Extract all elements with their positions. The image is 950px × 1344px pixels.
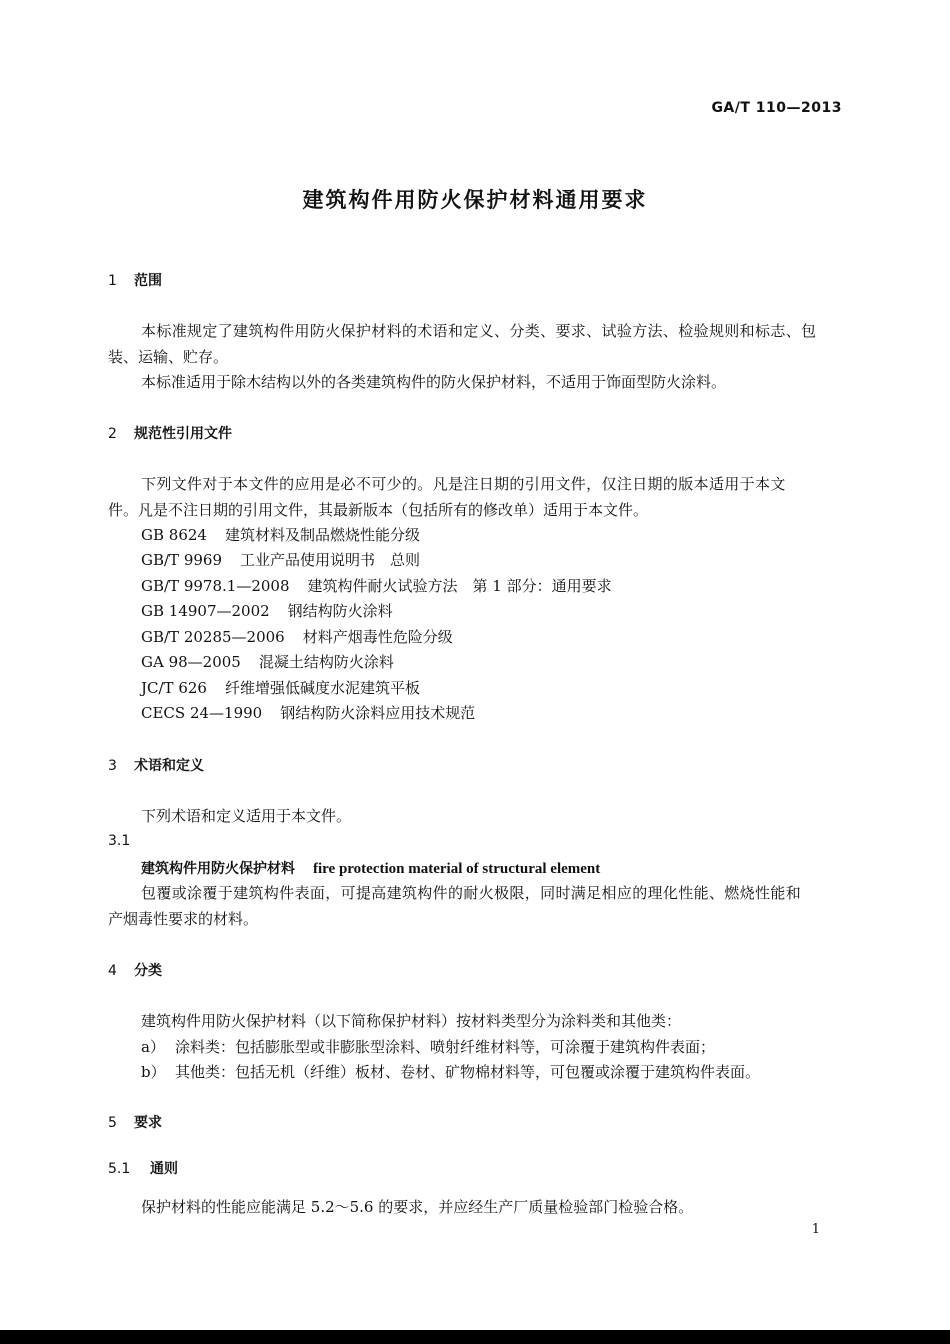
section-title: 规范性引用文件 <box>134 426 232 442</box>
reference-title: 建筑材料及制品燃烧性能分级 <box>224 526 420 544</box>
section-3-heading <box>108 755 204 777</box>
section-title: 分类 <box>134 963 162 979</box>
section-title: 术语和定义 <box>134 758 204 774</box>
reference-title: 混凝土结构防火涂料 <box>258 653 394 671</box>
reference-item <box>141 600 393 622</box>
subsection-5-1-heading <box>108 1158 178 1180</box>
section-1-heading <box>108 270 162 292</box>
reference-item <box>141 575 612 597</box>
section-number: 1 <box>108 273 117 289</box>
reference-item <box>141 524 420 546</box>
reference-item <box>141 651 394 673</box>
paragraph-line: 本标准规定了建筑构件用防火保护材料的术语和定义、分类、要求、试验方法、检验规则和标志、包 <box>141 322 817 340</box>
section-number: 3 <box>108 758 117 774</box>
paragraph-line: 建筑构件用防火保护材料（以下简称保护材料）按材料类型分为涂料类和其他类： <box>141 1012 682 1030</box>
reference-title: 工业产品使用说明书 总则 <box>240 551 421 569</box>
list-marker: a） <box>141 1038 165 1056</box>
standard-code: GA/T 110—2013 <box>711 100 842 116</box>
term-number: 3.1 <box>108 833 131 849</box>
list-item <box>141 1061 760 1083</box>
list-marker: b） <box>141 1063 166 1081</box>
reference-code: GB/T 9969 <box>141 551 223 569</box>
reference-item <box>141 549 420 571</box>
paragraph-line: 装、运输、贮存。 <box>108 348 229 366</box>
section-5-heading <box>108 1112 162 1134</box>
reference-code: GB/T 9978.1—2008 <box>141 577 290 595</box>
reference-title: 建筑构件耐火试验方法 第 1 部分：通用要求 <box>307 577 612 595</box>
reference-code: GB/T 20285—2006 <box>141 628 285 646</box>
section-2-heading <box>108 423 232 445</box>
reference-item <box>141 677 420 699</box>
subsection-title: 通则 <box>150 1161 178 1177</box>
term-entry <box>141 857 600 880</box>
reference-title: 纤维增强低碱度水泥建筑平板 <box>224 679 420 697</box>
paragraph-line: 下列文件对于本文件的应用是必不可少的。凡是注日期的引用文件，仅注日期的版本适用于本文 <box>141 475 786 493</box>
reference-code: JC/T 626 <box>141 679 207 697</box>
term-chinese: 建筑构件用防火保护材料 <box>141 861 295 877</box>
section-title: 范围 <box>134 273 162 289</box>
subsection-number: 5.1 <box>108 1161 131 1177</box>
document-title: 建筑构件用防火保护材料通用要求 <box>302 188 648 212</box>
reference-code: GB 14907—2002 <box>141 602 270 620</box>
list-text: 涂料类：包括膨胀型或非膨胀型涂料、喷射纤维材料等，可涂覆于建筑构件表面； <box>175 1038 716 1056</box>
paragraph-line: 下列术语和定义适用于本文件。 <box>141 807 352 825</box>
page-number: 1 <box>811 1222 820 1237</box>
list-item <box>141 1036 715 1058</box>
term-english: fire protection material of structural element <box>313 861 601 877</box>
reference-code: GB 8624 <box>141 526 207 544</box>
reference-code: GA 98—2005 <box>141 653 241 671</box>
section-number: 5 <box>108 1115 117 1131</box>
paragraph-line: 包覆或涂覆于建筑构件表面，可提高建筑构件的耐火极限，同时满足相应的理化性能、燃烧性能和 <box>141 884 802 902</box>
reference-item <box>141 626 453 648</box>
paragraph-line: 保护材料的性能应能满足 5.2～5.6 的要求，并应经生产厂质量检验部门检验合格。 <box>141 1198 694 1216</box>
reference-title: 材料产烟毒性危险分级 <box>302 628 453 646</box>
reference-title: 钢结构防火涂料应用技术规范 <box>280 704 476 722</box>
section-4-heading <box>108 960 162 982</box>
paragraph-line: 件。凡是不注日期的引用文件，其最新版本（包括所有的修改单）适用于本文件。 <box>108 501 649 519</box>
section-number: 2 <box>108 426 117 442</box>
reference-title: 钢结构防火涂料 <box>287 602 393 620</box>
list-text: 其他类：包括无机（纤维）板材、卷材、矿物棉材料等，可包覆或涂覆于建筑构件表面。 <box>175 1063 761 1081</box>
paragraph-line: 产烟毒性要求的材料。 <box>108 910 259 928</box>
paragraph-line: 本标准适用于除木结构以外的各类建筑构件的防火保护材料，不适用于饰面型防火涂料。 <box>141 373 727 391</box>
reference-item <box>141 702 475 724</box>
reference-code: CECS 24—1990 <box>141 704 263 722</box>
section-number: 4 <box>108 963 117 979</box>
bottom-border <box>0 1330 950 1344</box>
section-title: 要求 <box>134 1115 162 1131</box>
